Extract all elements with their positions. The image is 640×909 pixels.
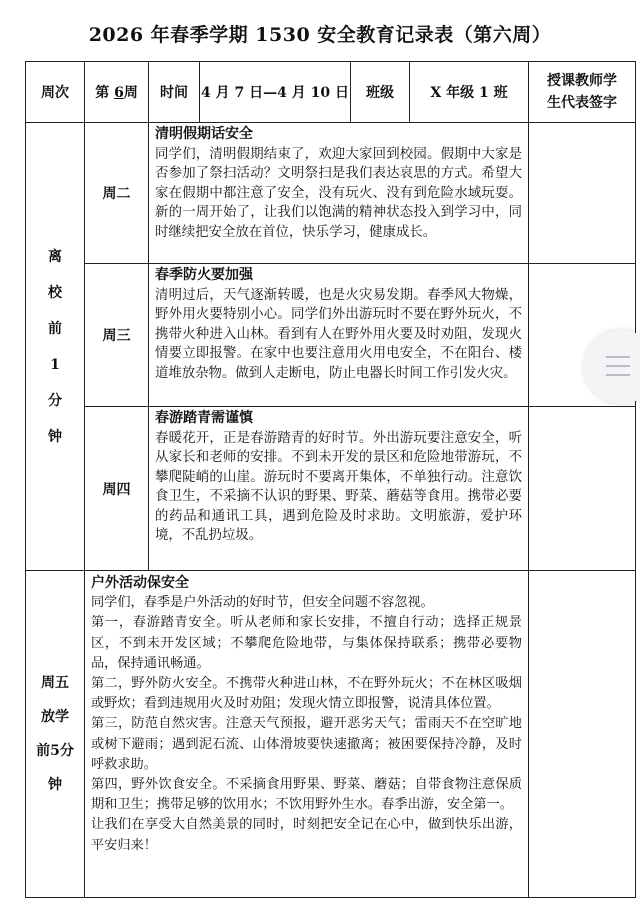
day-content [149, 407, 529, 571]
content-title: 清明假期话安全 [155, 126, 253, 142]
content-title: 春游踏青需谨慎 [155, 410, 253, 426]
signature-label: 授课教师学 生代表签字 [529, 62, 636, 123]
row-thursday [26, 407, 636, 571]
day-content [149, 264, 529, 407]
page-title: 2026 年春季学期 1530 安全教育记录表（第六周） [88, 24, 552, 46]
day-label: 周四 [85, 407, 149, 571]
time-value: 4 月 7 日—4 月 10 日 [200, 62, 351, 123]
friday-content [85, 571, 529, 898]
content-paragraph: 同学们，春季是户外活动的好时节，但安全问题不容忽视。 [91, 595, 434, 611]
week-number: 6 [114, 85, 124, 101]
content-paragraph: 第一，春游踏青安全。听从老师和家长安排，不擅自行动；选择正规景区，不到未开发区域；不攀爬危险地带，与集体保持联系；携带必要物品，保持通讯畅通。 [91, 615, 522, 671]
time-label: 时间 [149, 62, 200, 123]
content-title: 户外活动保安全 [91, 575, 189, 591]
row-tuesday [26, 123, 636, 264]
content-title: 春季防火要加强 [155, 267, 253, 283]
content-body: 同学们，清明假期结束了，欢迎大家回到校园。假期中大家是否参加了祭扫活动？文明祭扫是我们表达哀思的方式。希望大家在假期中都注意了安全，没有玩火、没有到危险水域玩耍。新的一周开始了，让我们以饱满的精神状态投入到学习中，同时继续把安全放在首位，快乐学习，健康成长。 [155, 146, 522, 240]
content-body: 清明过后，天气逐渐转暖，也是火灾易发期。春季风大物燥，野外用火要特别小心。同学们外出游玩时不要在野外玩火，不携带火种进入山林。看到有人在野外用火要及时劝阻，发现火情要立即报警。在家中也要注意用火用电安全，不在阳台、楼道堆放杂物。做到人走断电，防止电器长时间工作引发火灾。 [155, 287, 522, 381]
row-wednesday [26, 264, 636, 407]
row-friday [26, 571, 636, 898]
day-content [149, 123, 529, 264]
signature-cell [529, 123, 636, 264]
class-label: 班级 [351, 62, 410, 123]
header-row [26, 62, 636, 123]
content-paragraph: 第三，防范自然灾害。注意天气预报，避开恶劣天气；雷雨天不在空旷地或树下避雨；遇到泥石流、山体滑坡要快速撤离；被困要保持冷静，及时呼救求助。 [91, 716, 522, 772]
content-paragraph: 让我们在享受大自然美景的同时，时刻把安全记在心中，做到快乐出游，平安归来！ [91, 817, 522, 853]
menu-lines-icon [606, 356, 630, 383]
section2-label: 周五 放学 前5分 钟 [26, 571, 85, 898]
day-label: 周二 [85, 123, 149, 264]
content-paragraph: 第二，野外防火安全。不携带火种进山林，不在野外玩火；不在林区吸烟或野炊；看到违规用火及时劝阻；发现火情立即报警，说清具体位置。 [91, 676, 522, 712]
day-label: 周三 [85, 264, 149, 407]
class-value: X 年级 1 班 [410, 62, 529, 123]
section1-label: 离 校 前 1 分 钟 [26, 123, 85, 571]
week-label: 周次 [26, 62, 85, 123]
content-body: 春暖花开，正是春游踏青的好时节。外出游玩要注意安全，听从家长和老师的安排。不到未开发的景区和危险地带游玩，不攀爬陡峭的山崖。游玩时不要离开集体，不单独行动。注意饮食卫生，不采摘不认识的野果、野菜、蘑菇等食用。携带必要的药品和通讯工具，遇到危险及时求助。文明旅游，爱护环境，不乱扔垃圾。 [155, 430, 522, 543]
signature-cell [529, 407, 636, 571]
safety-record-table [25, 61, 636, 898]
week-value: 第 6周 [85, 62, 149, 123]
content-paragraph: 第四，野外饮食安全。不采摘食用野果、野菜、蘑菇；自带食物注意保质期和卫生；携带足够的饮用水；不饮用野外生水。春季出游，安全第一。 [91, 777, 522, 813]
signature-cell [529, 571, 636, 898]
